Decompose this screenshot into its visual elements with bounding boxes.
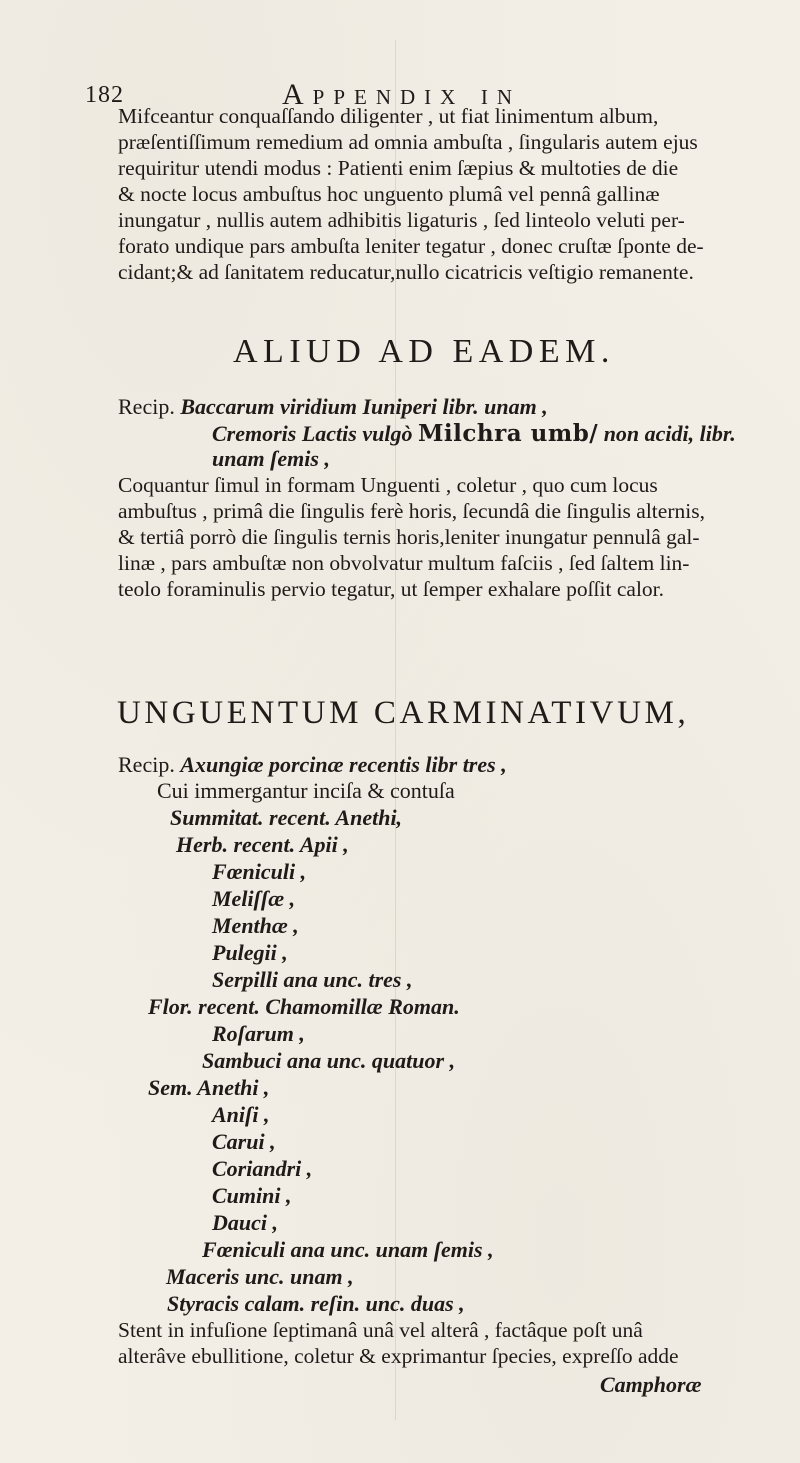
ingredient: Meliſſæ , <box>212 886 296 911</box>
text-line: præſentiſſimum remedium ad omnia ambuſta , ſingularis autem ejus <box>118 130 698 154</box>
ingredient: Cremoris Lactis vulgò <box>212 421 413 446</box>
ingredient: Aniſi , <box>212 1102 270 1127</box>
text-line: teolo foraminulis pervio tegatur, ut ſemper exhalare poſſit calor. <box>118 577 665 601</box>
text-line: & nocte locus ambuſtus hoc unguento plumâ vel pennâ gallinæ <box>118 182 660 206</box>
text-line: cidant;& ad ſanitatem reducatur,nullo cicatricis veſtigio remanente. <box>118 260 694 284</box>
paragraph-ointment-directions <box>118 103 704 285</box>
ingredient: Menthæ , <box>212 913 299 938</box>
running-title: Appendix in <box>282 78 521 111</box>
ingredient-quantity: non acidi, libr. <box>603 421 736 446</box>
paragraph-preparation <box>118 472 705 602</box>
ingredient: Herb. recent. Apii , <box>176 832 349 857</box>
catchword: Camphoræ <box>600 1372 702 1397</box>
section-heading: ALIUD AD EADEM. <box>233 333 615 370</box>
ingredient: Coriandri , <box>212 1156 313 1181</box>
text-line: requiritur utendi modus : Patienti enim ſæpius & multoties de die <box>118 156 679 180</box>
ingredient: Sambuci ana unc. quatuor , <box>202 1048 456 1073</box>
ingredient: Cumini , <box>212 1183 292 1208</box>
ingredient: Fœniculi ana unc. unam ſemis , <box>202 1237 494 1262</box>
text-line: ambuſtus , primâ die ſingulis ferè horis, ſecundâ die ſingulis alternis, <box>118 499 705 523</box>
ingredient-quantity: unam ſemis , <box>212 446 330 471</box>
page-number: 182 <box>85 82 124 108</box>
ingredient: Baccarum viridium Iuniperi libr. unam , <box>180 394 548 419</box>
recipe-line <box>118 752 507 778</box>
recipe-line <box>118 394 548 420</box>
text-line: Stent in infuſione ſeptimanâ unâ vel alterâ , factâque poſt unâ <box>118 1318 643 1342</box>
blackletter-gloss: Milchra umb/ <box>417 420 599 447</box>
ingredient: Maceris unc. unam , <box>166 1264 354 1289</box>
text-line: forato undique pars ambuſta leniter tegatur , donec cruſtæ ſponte de- <box>118 234 704 258</box>
text-line: Coquantur ſimul in formam Unguenti , coletur , quo cum locus <box>118 473 658 497</box>
section-heading: UNGUENTUM CARMINATIVUM, <box>117 695 690 731</box>
ingredient: Styracis calam. reſin. unc. duas , <box>167 1291 465 1316</box>
ingredient: Roſarum , <box>212 1021 305 1046</box>
ingredient: Summitat. recent. Anethi, <box>170 805 403 830</box>
ingredient: Axungiæ porcinæ recentis libr tres , <box>180 752 507 777</box>
ingredient: Sem. Anethi , <box>148 1075 270 1100</box>
ingredient: Dauci , <box>212 1210 278 1235</box>
recipe-line: Cui immergantur inciſa & contuſa <box>157 778 455 803</box>
recip-label: Recip. <box>118 394 175 419</box>
ingredient: Flor. recent. Chamomillæ Roman. <box>148 994 460 1019</box>
ingredient: Fœniculi , <box>212 859 307 884</box>
text-line: linæ , pars ambuſtæ non obvolvatur multum faſciis , ſed ſaltem lin- <box>118 551 690 575</box>
ingredient: Pulegii , <box>212 940 288 965</box>
ingredient: Carui , <box>212 1129 276 1154</box>
text-line: & tertiâ porrò die ſingulis ternis horis,leniter inungatur pennulâ gal- <box>118 525 700 549</box>
text-line: inungatur , nullis autem adhibitis ligaturis , ſed linteolo veluti per- <box>118 208 685 232</box>
recip-label: Recip. <box>118 752 175 777</box>
recipe-line <box>212 420 736 447</box>
text-line: Mifceantur conquaſſando diligenter , ut fiat linimentum album, <box>118 104 659 128</box>
text-line: alterâve ebullitione, coletur & exprimantur ſpecies, expreſſo adde <box>118 1344 679 1368</box>
paragraph-infusion <box>118 1317 679 1369</box>
ingredient: Serpilli ana unc. tres , <box>212 967 413 992</box>
